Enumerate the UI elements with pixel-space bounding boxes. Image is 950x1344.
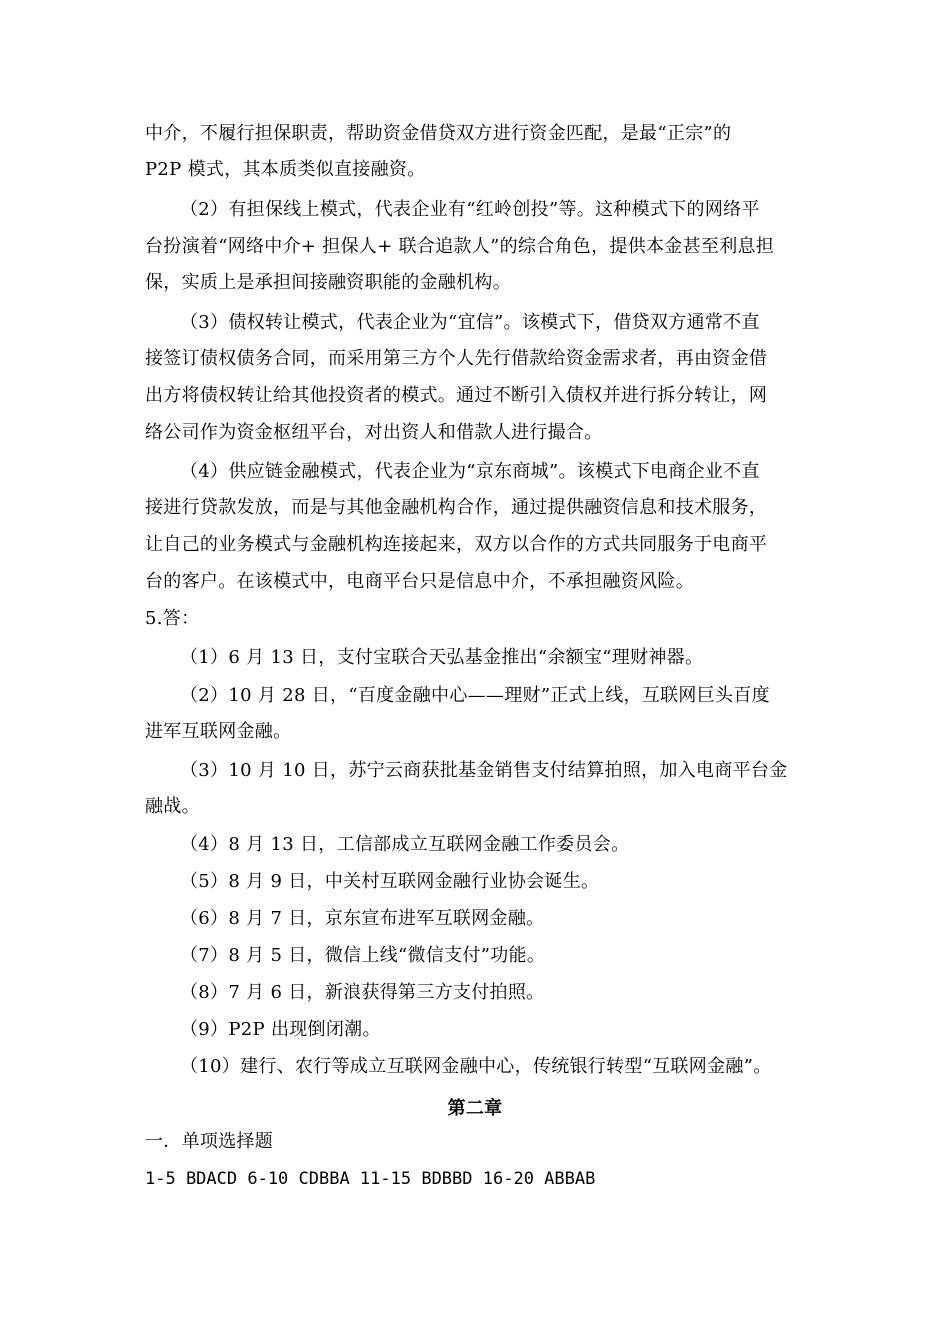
answer-key: 1-5 BDACD 6-10 CDBBA 11-15 BDBBD 16-20 ABBAB — [145, 1169, 596, 1189]
text-line: （3）10 月 10 日，苏宁云商获批基金销售支付结算拍照，加入电商平台金 — [180, 760, 788, 781]
text-line: 融战。 — [145, 796, 200, 817]
text-line: （9）P2P 出现倒闭潮。 — [180, 1019, 381, 1040]
text-line: （2）10 月 28 日，“百度金融中心——理财”正式上线，互联网巨头百度 — [180, 685, 770, 706]
text-line: 出方将债权转让给其他投资者的模式。通过不断引入债权并进行拆分转让，网 — [145, 385, 768, 406]
text-line: （1）6 月 13 日，支付宝联合天弘基金推出“余额宝“理财神器。 — [180, 647, 704, 668]
text-line: （4）8 月 13 日，工信部成立互联网金融工作委员会。 — [180, 834, 630, 855]
chapter-title: 第二章 — [447, 1098, 503, 1119]
text-line: 接签订债权债务合同，而采用第三方个人先行借款给资金需求者，再由资金借 — [145, 348, 768, 369]
text-line: （10）建行、农行等成立互联网金融中心，传统银行转型“互联网金融”。 — [180, 1056, 772, 1077]
text-line: （8）7 月 6 日，新浪获得第三方支付拍照。 — [180, 982, 545, 1003]
text-line: （6）8 月 7 日，京东宣布进军互联网金融。 — [180, 908, 545, 929]
text-line: （4）供应链金融模式，代表企业为“京东商城”。该模式下电商企业不直 — [180, 461, 760, 482]
text-line: P2P 模式，其本质类似直接融资。 — [145, 159, 426, 180]
text-line: 络公司作为资金枢纽平台，对出资人和借款人进行撮合。 — [145, 422, 603, 443]
text-line: 接进行贷款发放，而是与其他金融机构合作，通过提供融资信息和技术服务， — [145, 497, 768, 518]
text-line: （2）有担保线上模式，代表企业有“红岭创投”等。这种模式下的网络平 — [180, 199, 760, 220]
text-line: 台扮演着“网络中介+ 担保人+ 联合追款人”的综合角色，提供本金甚至利息担 — [145, 236, 775, 257]
text-line: （3）债权转让模式，代表企业为“宜信”。该模式下，借贷双方通常不直 — [180, 312, 760, 333]
text-line: 台的客户。在该模式中，电商平台只是信息中介，不承担融资风险。 — [145, 571, 694, 592]
text-line: 保，实质上是承担间接融资职能的金融机构。 — [145, 272, 511, 293]
text-line: 进军互联网金融。 — [145, 721, 292, 742]
text-line: 让自己的业务模式与金融机构连接起来，双方以合作的方式共同服务于电商平 — [145, 534, 768, 555]
text-line: （5）8 月 9 日，中关村互联网金融行业协会诞生。 — [180, 871, 600, 892]
section-title: 一．单项选择题 — [145, 1131, 274, 1152]
text-line: 中介，不履行担保职责，帮助资金借贷双方进行资金匹配，是最“正宗”的 — [145, 123, 732, 144]
text-line: （7）8 月 5 日，微信上线“微信支付”功能。 — [180, 945, 546, 966]
text-line: 5.答： — [145, 608, 200, 629]
